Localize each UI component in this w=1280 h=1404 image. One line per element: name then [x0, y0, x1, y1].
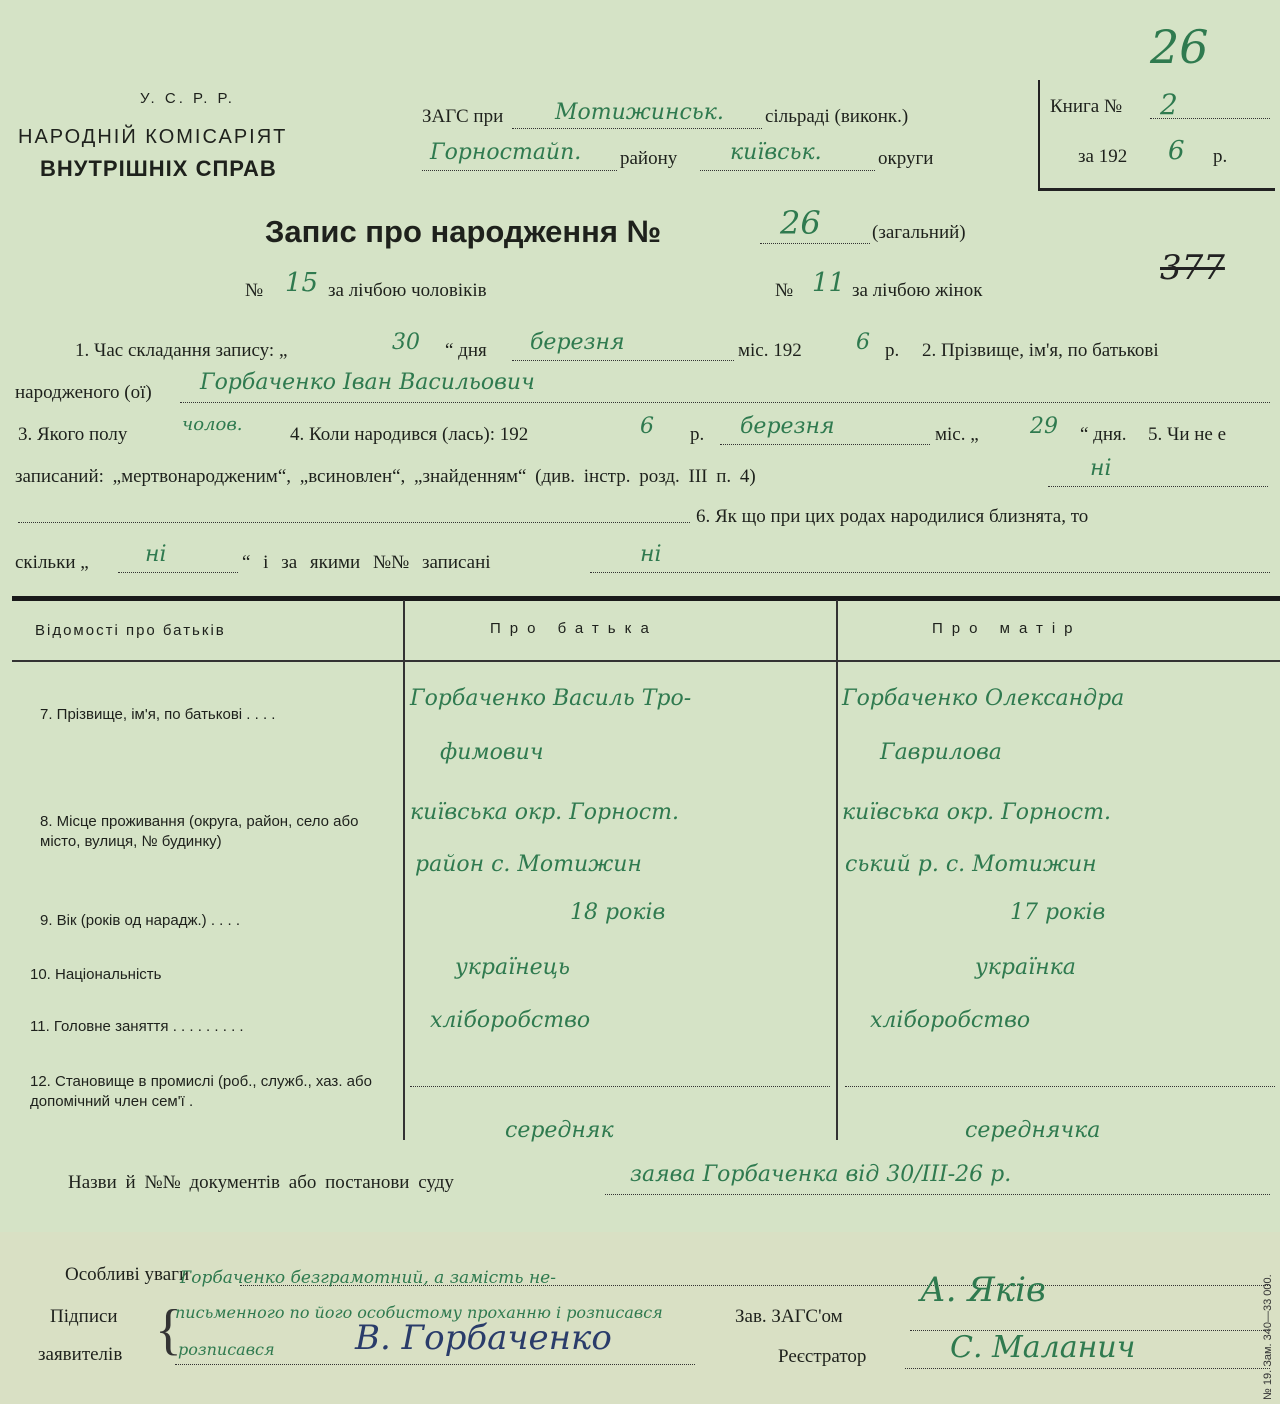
raion-label: району	[620, 148, 678, 169]
signatures-label-2: заявителів	[38, 1344, 123, 1365]
department-label: ВНУТРІШНІХ СПРАВ	[40, 156, 277, 181]
f4-year-label: р.	[690, 424, 705, 445]
f4-day-label: “ дня.	[1080, 424, 1127, 445]
f1-year-label: р.	[885, 340, 900, 361]
f6-label3: “ і за якими №№ записані	[242, 552, 491, 573]
row-9-label: 9. Вік (років од нарадж.) . . . .	[40, 912, 240, 929]
f6-label: 6. Як що при цих родах народилися близнята, то	[696, 506, 1089, 527]
okruha-label: округи	[878, 148, 934, 169]
title-suffix: (загальний)	[872, 222, 966, 243]
book-year-suffix: р.	[1213, 146, 1228, 167]
f3-label: 3. Якого полу	[18, 424, 128, 445]
father-age: 18 років	[570, 900, 666, 925]
village-council-value: Мотижинськ.	[555, 100, 724, 125]
raion-value: Горностайп.	[430, 140, 582, 165]
f6-count: ні	[145, 542, 167, 567]
female-no-label: №	[775, 280, 794, 301]
table-header-father: Про батька	[490, 620, 658, 637]
book-label: Книга №	[1050, 96, 1123, 117]
row-11-label: 11. Головне заняття . . . . . . . . .	[30, 1018, 244, 1035]
head-signature: А. Яків	[920, 1270, 1046, 1310]
f1-month: березня	[530, 330, 625, 355]
f1-day-label: “ дня	[445, 340, 487, 361]
f4-day: 29	[1030, 414, 1058, 439]
registrar-label: Реєстратор	[778, 1346, 867, 1367]
mother-status: середнячка	[965, 1118, 1101, 1143]
f3-value: чолов.	[182, 414, 243, 435]
table-top-rule	[12, 596, 1280, 601]
father-name-1: Горбаченко Василь Тро-	[410, 686, 692, 711]
notes-value-2: письменного по його особистому проханню і розписався	[175, 1303, 663, 1322]
mother-address-1: київська окр. Горност.	[842, 800, 1111, 825]
f5-value: ні	[1090, 456, 1112, 481]
f1-day: 30	[392, 330, 420, 355]
corner-number: 26	[1150, 20, 1209, 74]
f6-label2: скільки „	[15, 552, 89, 573]
notes-value-1: Горбаченко безграмотний, а замість не-	[180, 1268, 556, 1288]
book-number: 2	[1160, 88, 1178, 121]
f5-label2: записаний: „мертвонародженим“, „всиновлен“, „знайденням“ (див. інстр. розд. III п. 4)	[15, 466, 756, 487]
row-12-label: 12. Становище в промислі (роб., служб., хаз. або допомічний член сем'ї .	[30, 1073, 372, 1110]
documents-label: Назви й №№ документів або постанови суду	[68, 1172, 454, 1193]
commissariat-label: НАРОДНІЙ КОМІСАРІЯТ	[18, 126, 288, 148]
f2-label: 2. Прізвище, ім'я, по батькові	[922, 340, 1159, 361]
book-year-digit: 6	[1168, 136, 1185, 166]
mother-address-2: ський р. с. Мотижин	[845, 852, 1097, 877]
table-header-mother: Про матір	[932, 620, 1082, 637]
mother-age: 17 років	[1010, 900, 1106, 925]
male-count-label: за лічбою чоловіків	[328, 280, 487, 301]
page-title: Запис про народження №	[265, 214, 662, 249]
male-no-label: №	[245, 280, 264, 301]
column-divider	[403, 600, 405, 1140]
f4-label: 4. Коли народився (лась): 192	[290, 424, 529, 445]
female-count: 11	[812, 268, 846, 298]
mother-name-2: Гаврилова	[880, 740, 1002, 765]
row-7-label: 7. Прізвище, ім'я, по батькові . . . .	[40, 706, 276, 723]
okruha-value: київськ.	[730, 140, 822, 165]
mother-name-1: Горбаченко Олександра	[842, 686, 1125, 711]
f4-month: березня	[740, 414, 835, 439]
table-header-parents: Відомості про батьків	[35, 622, 226, 639]
f5-label: 5. Чи не е	[1148, 424, 1227, 445]
applicant-note: розписався	[178, 1340, 275, 1359]
row-8-label: 8. Місце проживання (округа, район, село або місто, вулиця, № будинку)	[40, 813, 359, 850]
registrar-signature: С. Маланич	[950, 1330, 1136, 1365]
signatures-label: Підписи	[50, 1306, 118, 1327]
f1-month-label: міс. 192	[738, 340, 802, 361]
table-header-rule	[12, 660, 1280, 662]
f2-value: Горбаченко Іван Васильович	[200, 370, 535, 395]
f1-label: 1. Час складання запису: „	[75, 340, 288, 361]
father-occupation: хліборобство	[430, 1008, 591, 1033]
mother-nationality: українка	[975, 955, 1076, 980]
documents-value: заява Горбаченка від 30/III-26 р.	[630, 1162, 1012, 1187]
notes-label: Особливі уваги	[65, 1264, 190, 1285]
zags-prefix: ЗАГС при	[422, 106, 504, 127]
row-10-label: 10. Національність	[30, 966, 162, 983]
head-label: Зав. ЗАГС'ом	[735, 1306, 843, 1327]
father-nationality: українець	[455, 955, 570, 980]
mother-occupation: хліборобство	[870, 1008, 1031, 1033]
male-count: 15	[285, 268, 319, 298]
record-number: 26	[780, 204, 821, 242]
book-year-prefix: за 192	[1078, 146, 1128, 167]
crossed-number: 377	[1160, 248, 1225, 288]
father-address-2: район с. Мотижин	[415, 852, 642, 877]
father-status: середняк	[505, 1118, 614, 1143]
female-count-label: за лічбою жінок	[852, 280, 983, 301]
column-divider	[836, 600, 838, 1140]
f1-year: 6	[856, 330, 870, 355]
f4-year: 6	[640, 414, 654, 439]
father-address-1: київська окр. Горност.	[410, 800, 679, 825]
brace: {	[155, 1299, 182, 1361]
applicant-signature: В. Горбаченко	[355, 1318, 612, 1358]
f2-label2: народженого (ої)	[15, 382, 152, 403]
f4-month-label: міс. „	[935, 424, 979, 445]
father-name-2: фимович	[440, 740, 544, 765]
printer-mark: № 19. Зам. 340—33 000.	[1262, 1274, 1274, 1400]
republic-label: У. С. Р. Р.	[140, 90, 235, 107]
village-council-label: сільраді (виконк.)	[765, 106, 909, 127]
f6-numbers: ні	[640, 542, 662, 567]
